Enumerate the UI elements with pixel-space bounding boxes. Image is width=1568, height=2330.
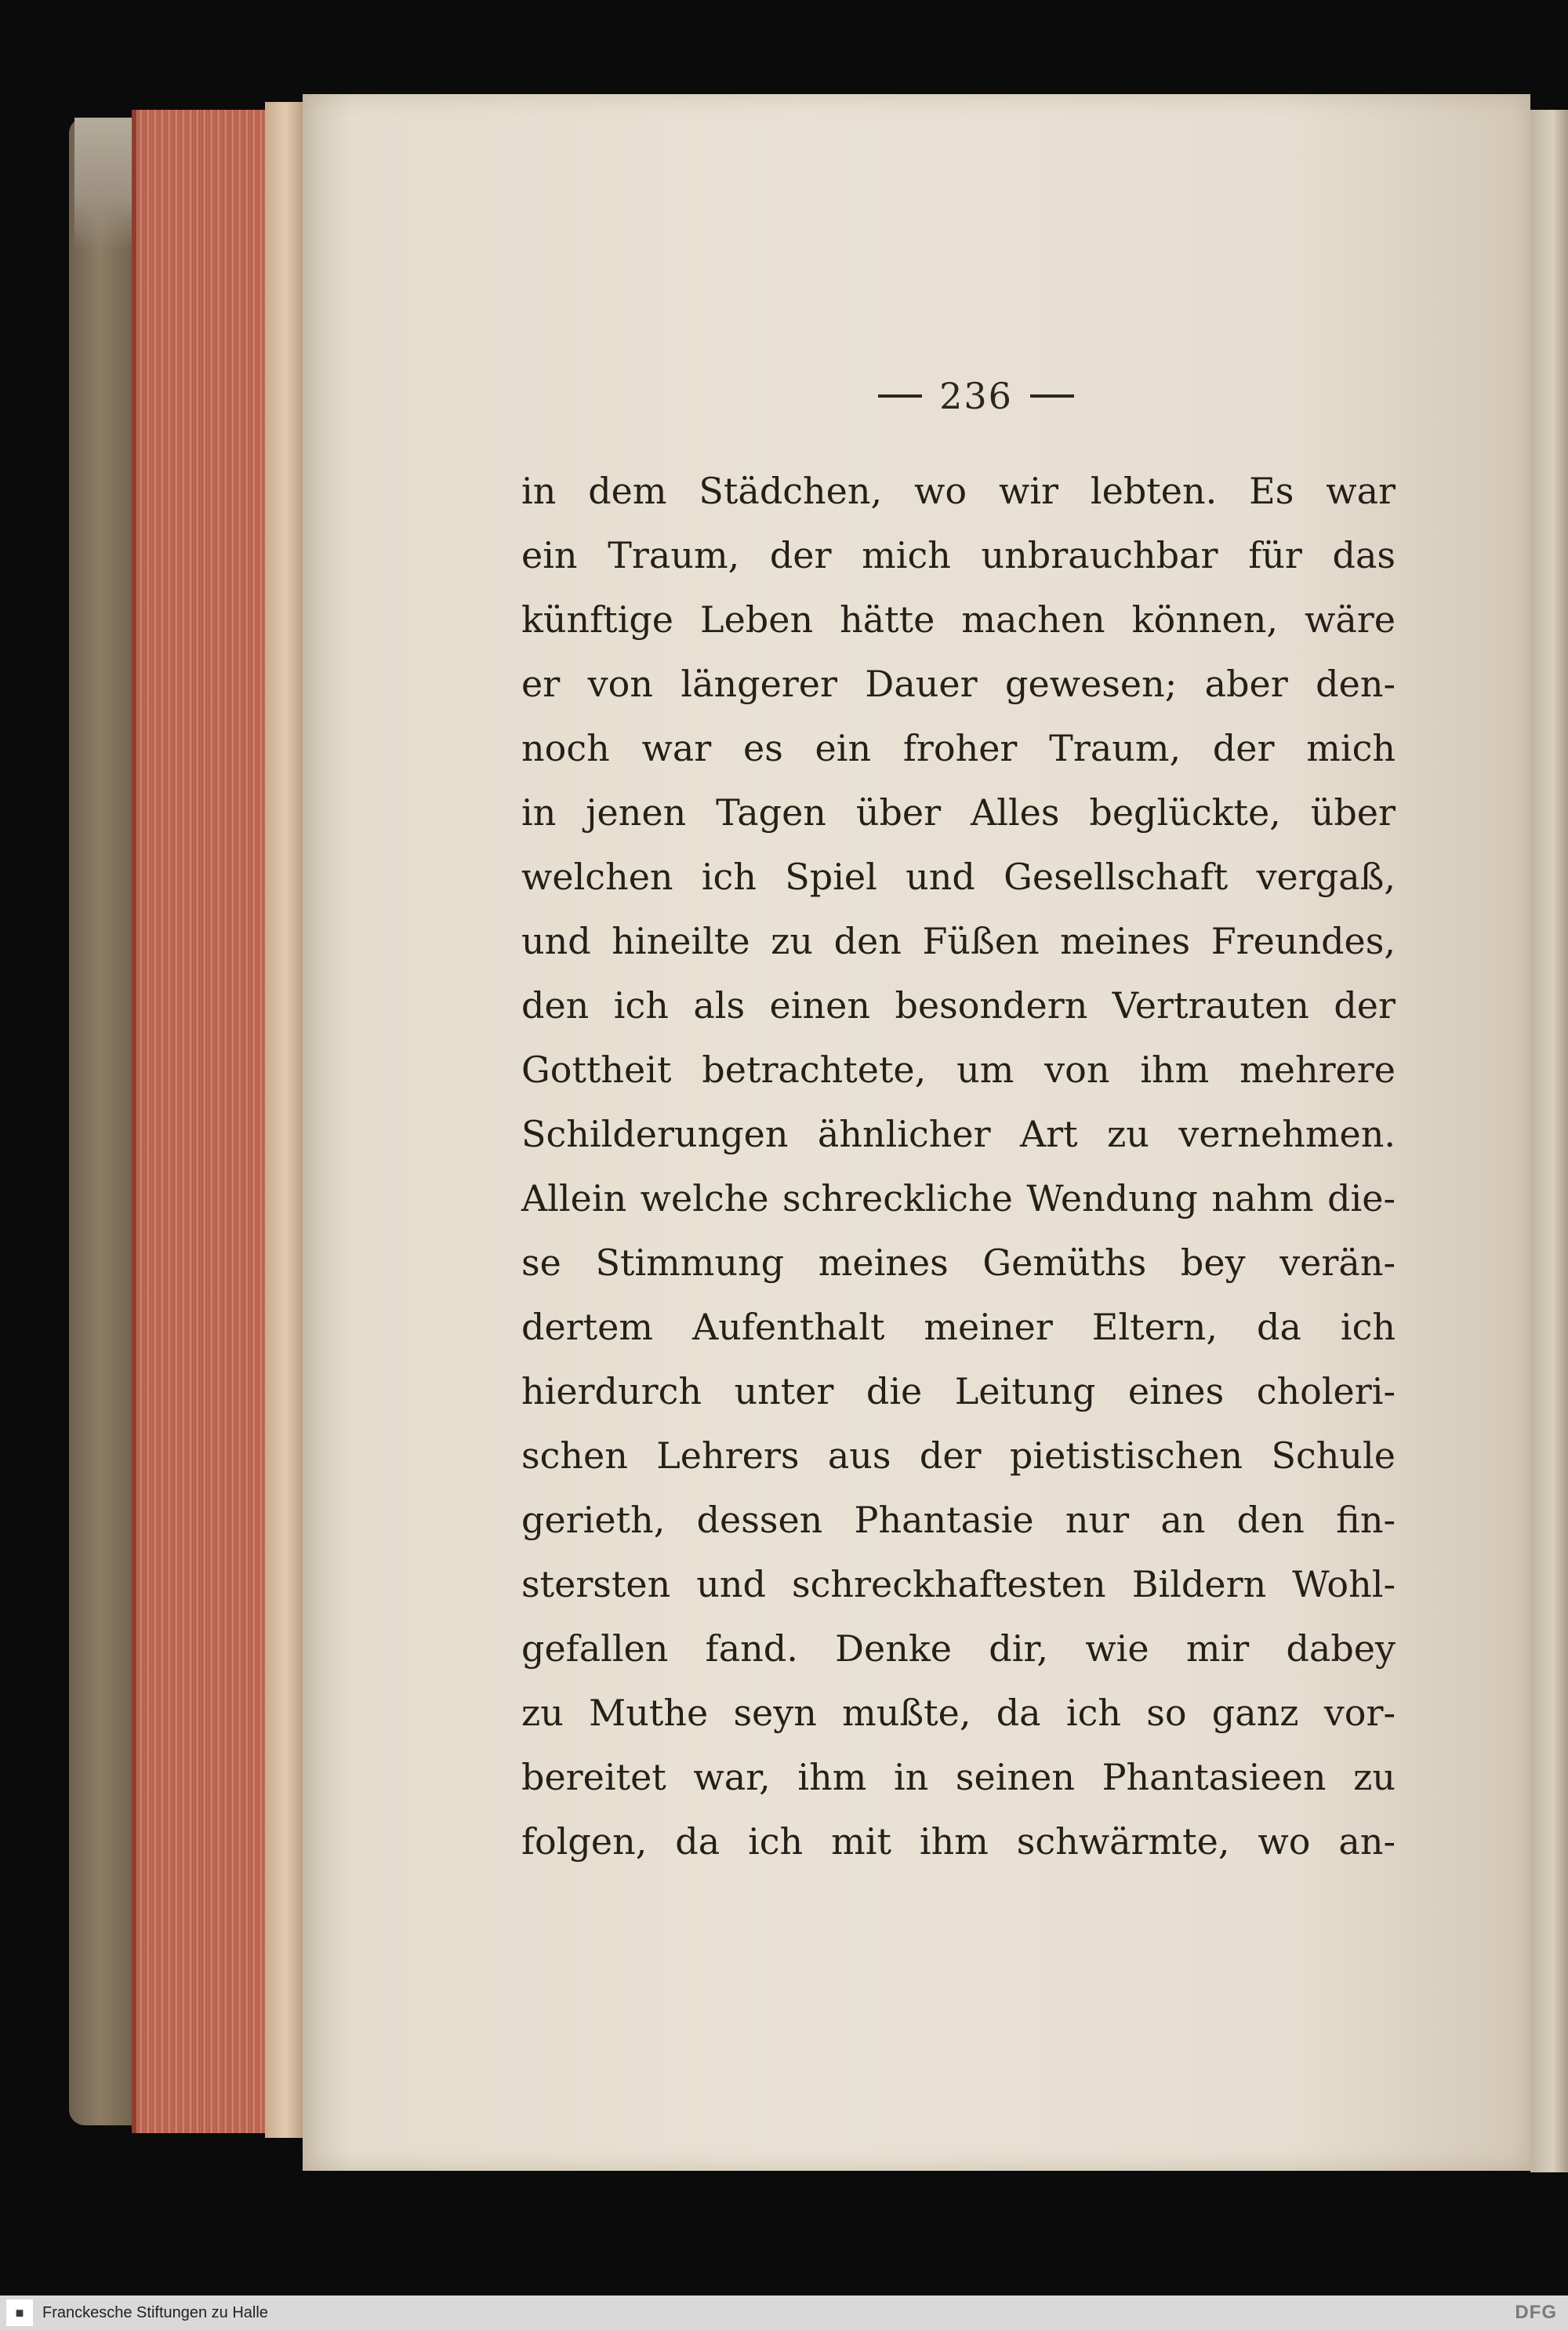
text-line: Schilderungen ähnlicher Art zu vernehmen.: [521, 1113, 1396, 1155]
dfg-logo: DFG: [1515, 2302, 1557, 2323]
text-line: folgen, da ich mit ihm schwärmte, wo an-: [521, 1820, 1396, 1863]
text-line: stersten und schreckhaftesten Bildern Wohl-: [521, 1563, 1396, 1605]
text-line: in jenen Tagen über Alles beglückte, über: [521, 791, 1396, 834]
text-line: hierdurch unter die Leitung eines choleri-: [521, 1370, 1396, 1412]
franckesche-stiftungen-logo-icon: ■: [6, 2299, 33, 2326]
text-line: se Stimmung meines Gemüths bey verän-: [521, 1241, 1396, 1284]
text-line: Allein welche schreckliche Wendung nahm die-: [521, 1177, 1396, 1220]
text-line: dertem Aufenthalt meiner Eltern, da ich: [521, 1306, 1396, 1348]
text-line: noch war es ein froher Traum, der mich: [521, 727, 1396, 769]
header-dash-left: [878, 394, 922, 398]
text-line: und hineilte zu den Füßen meines Freundes,: [521, 920, 1396, 962]
text-line: gefallen fand. Denke dir, wie mir dabey: [521, 1627, 1396, 1670]
header-dash-right: [1030, 394, 1074, 398]
page-text: [521, 459, 1396, 1874]
text-line: bereitet war, ihm in seinen Phantasieen zu: [521, 1756, 1396, 1798]
text-line: zu Muthe seyn mußte, da ich so ganz vor-: [521, 1692, 1396, 1734]
text-line: er von längerer Dauer gewesen; aber den-: [521, 663, 1396, 705]
institution-name: Franckesche Stiftungen zu Halle: [42, 2303, 268, 2321]
text-line: künftige Leben hätte machen können, wäre: [521, 598, 1396, 641]
text-line: gerieth, dessen Phantasie nur an den fin-: [521, 1499, 1396, 1541]
next-page-edge: [1530, 110, 1568, 2172]
text-line: schen Lehrers aus der pietistischen Schule: [521, 1434, 1396, 1477]
text-line: den ich als einen besondern Vertrauten der: [521, 984, 1396, 1027]
page-header: [847, 369, 1105, 423]
text-line: Gottheit betrachtete, um von ihm mehrere: [521, 1049, 1396, 1091]
text-line: ein Traum, der mich unbrauchbar für das: [521, 534, 1396, 576]
viewer-footer: [0, 2295, 1568, 2330]
page-edges: [132, 110, 270, 2133]
page-edge-light: [265, 102, 303, 2138]
text-line: in dem Städchen, wo wir lebten. Es war: [521, 470, 1396, 512]
text-line: welchen ich Spiel und Gesellschaft vergaß,: [521, 856, 1396, 898]
page-number: 236: [939, 375, 1013, 417]
